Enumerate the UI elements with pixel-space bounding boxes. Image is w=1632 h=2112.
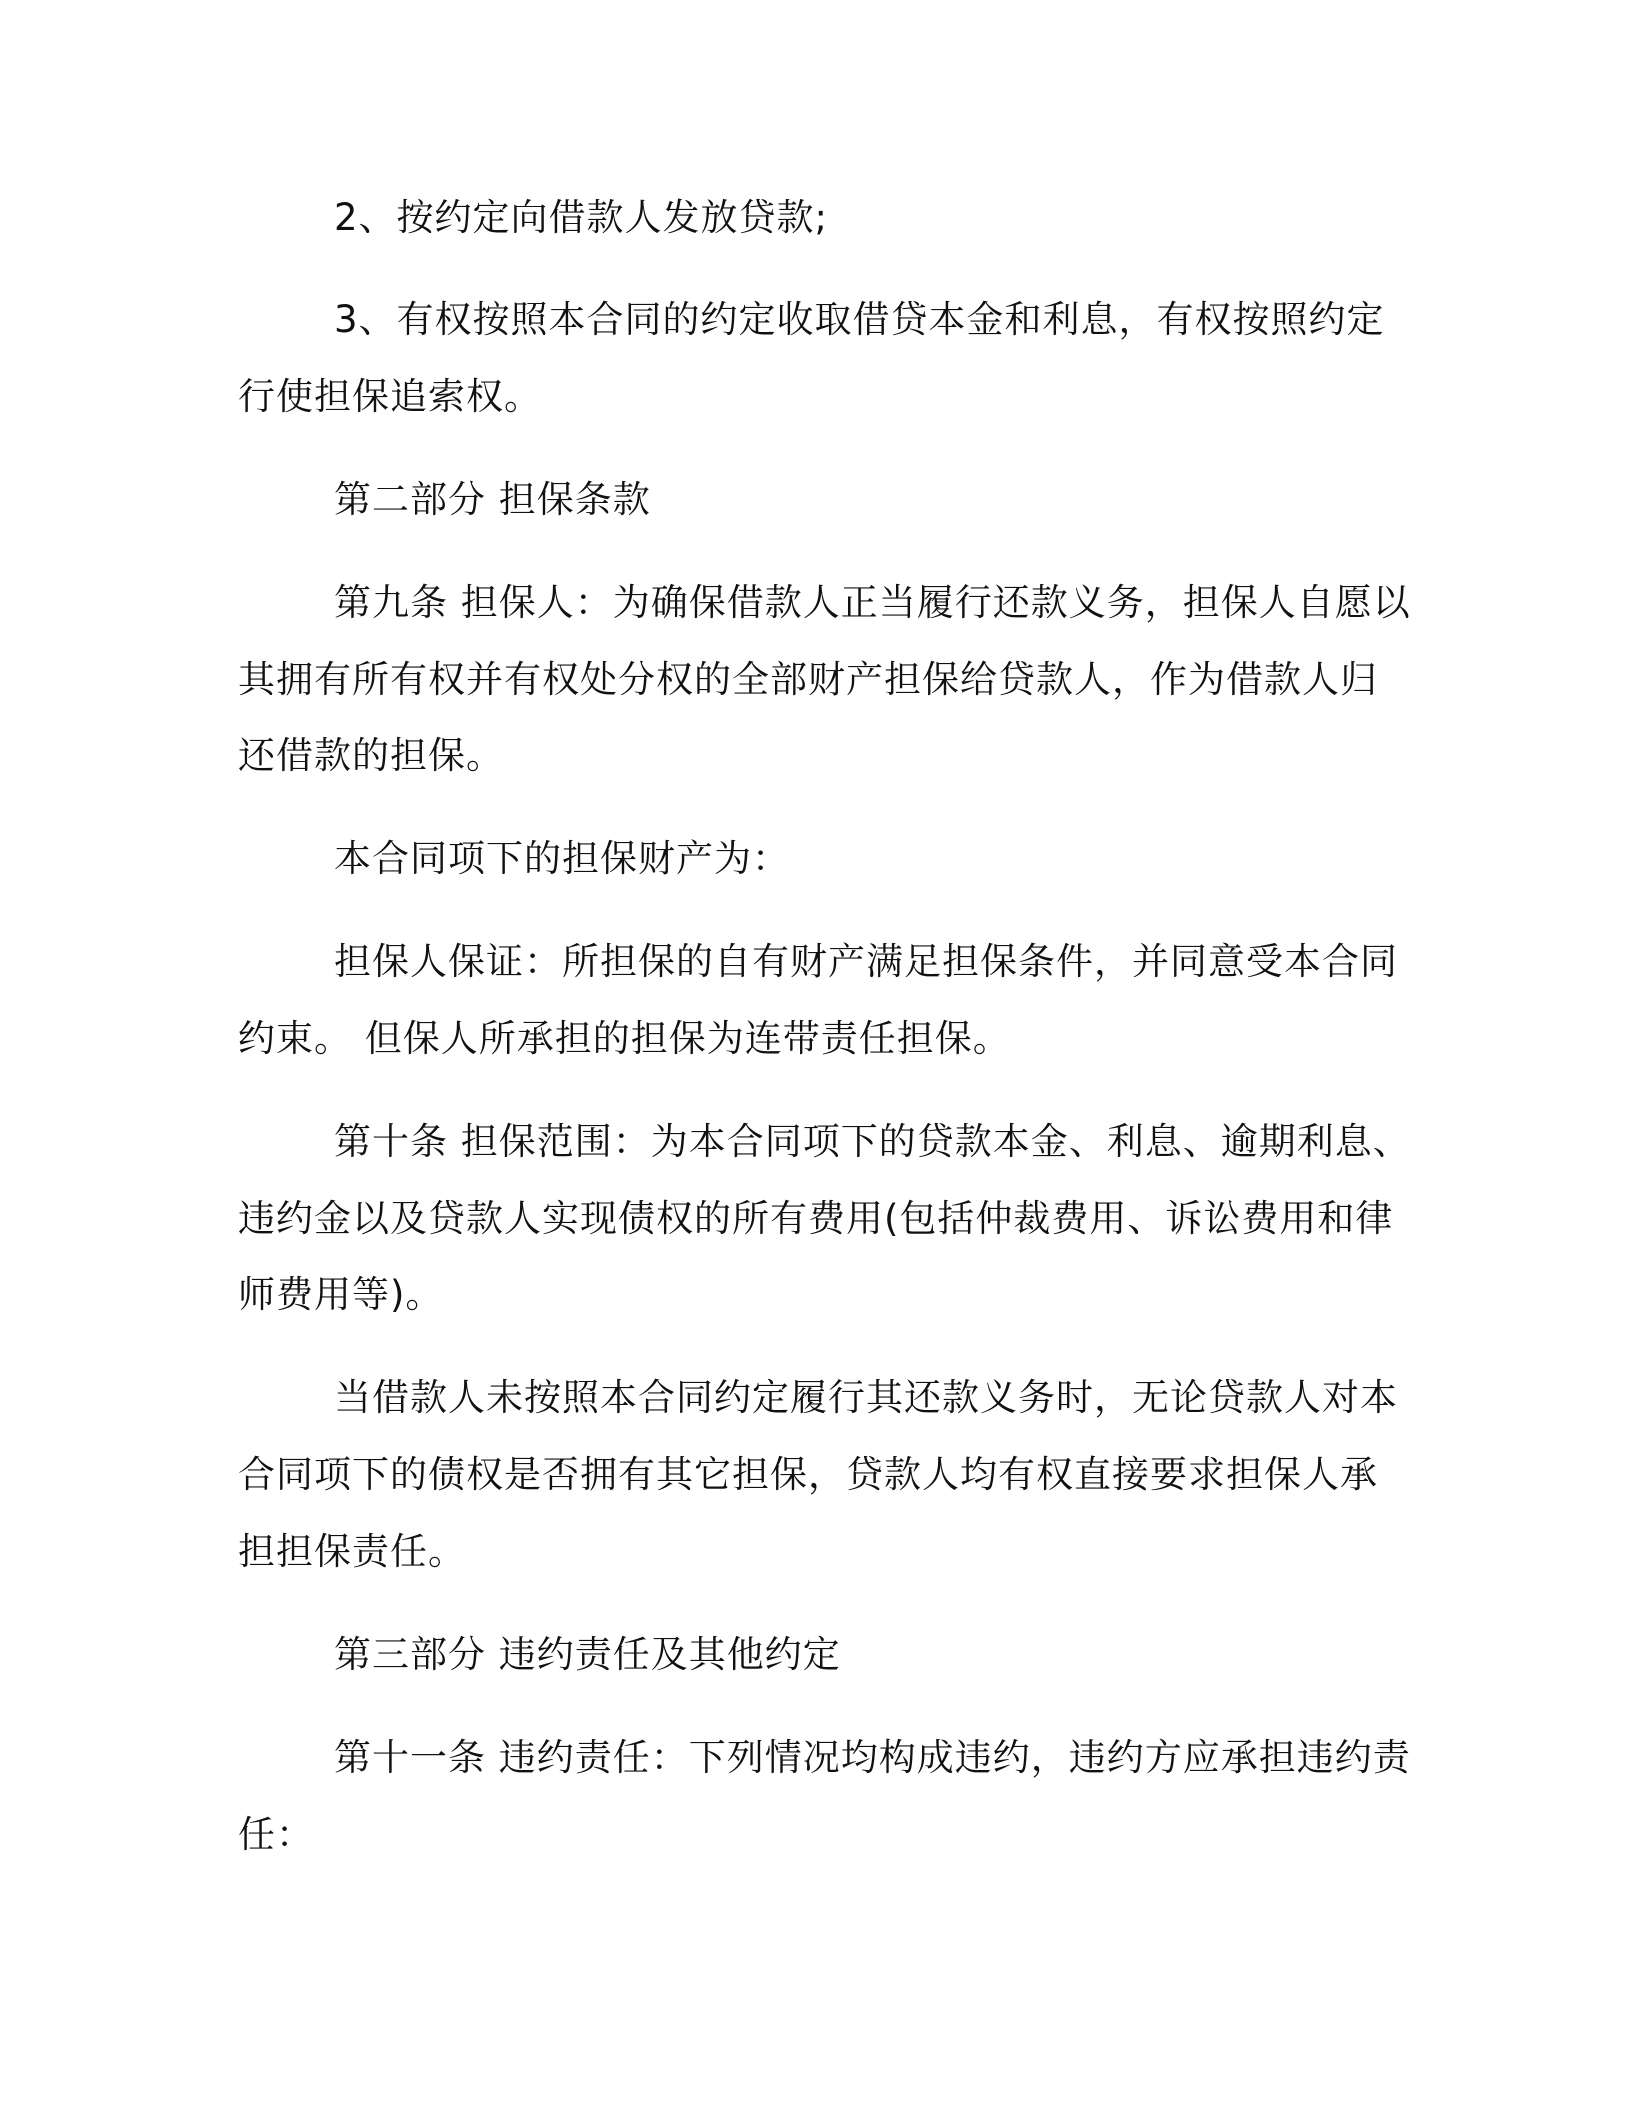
default-clause-cont-2: 担担保责任。 — [238, 1530, 466, 1573]
paragraph-item-3: 3、有权按照本合同的约定收取借贷本金和利息，有权按照约定 — [334, 298, 1385, 341]
guarantor-statement-cont: 约束。 但保人所承担的担保为连带责任担保。 — [238, 1017, 1011, 1060]
article-9-cont-2: 还借款的担保。 — [238, 734, 504, 777]
collateral-intro: 本合同项下的担保财产为： — [334, 837, 790, 880]
article-10-cont-2: 师费用等)。 — [238, 1273, 444, 1316]
paragraph-item-3-cont: 行使担保追索权。 — [238, 375, 542, 418]
default-clause: 当借款人未按照本合同约定履行其还款义务时，无论贷款人对本 — [334, 1376, 1398, 1419]
default-clause-cont-1: 合同项下的债权是否拥有其它担保，贷款人均有权直接要求担保人承 — [238, 1453, 1378, 1496]
article-9: 第九条 担保人：为确保借款人正当履行还款义务，担保人自愿以 — [334, 581, 1411, 624]
article-11-cont: 任： — [238, 1813, 314, 1856]
article-9-cont-1: 其拥有所有权并有权处分权的全部财产担保给贷款人，作为借款人归 — [238, 658, 1378, 701]
article-10: 第十条 担保范围：为本合同项下的贷款本金、利息、逾期利息、 — [334, 1120, 1411, 1163]
paragraph-item-2: 2、按约定向借款人发放贷款; — [334, 196, 829, 239]
section-heading-part-three: 第三部分 违约责任及其他约定 — [334, 1633, 841, 1676]
article-10-cont-1: 违约金以及贷款人实现债权的所有费用(包括仲裁费用、诉讼费用和律 — [238, 1197, 1394, 1240]
guarantor-statement: 担保人保证：所担保的自有财产满足担保条件，并同意受本合同 — [334, 940, 1398, 983]
article-11: 第十一条 违约责任：下列情况均构成违约，违约方应承担违约责 — [334, 1736, 1411, 1779]
section-heading-part-two: 第二部分 担保条款 — [334, 478, 651, 521]
